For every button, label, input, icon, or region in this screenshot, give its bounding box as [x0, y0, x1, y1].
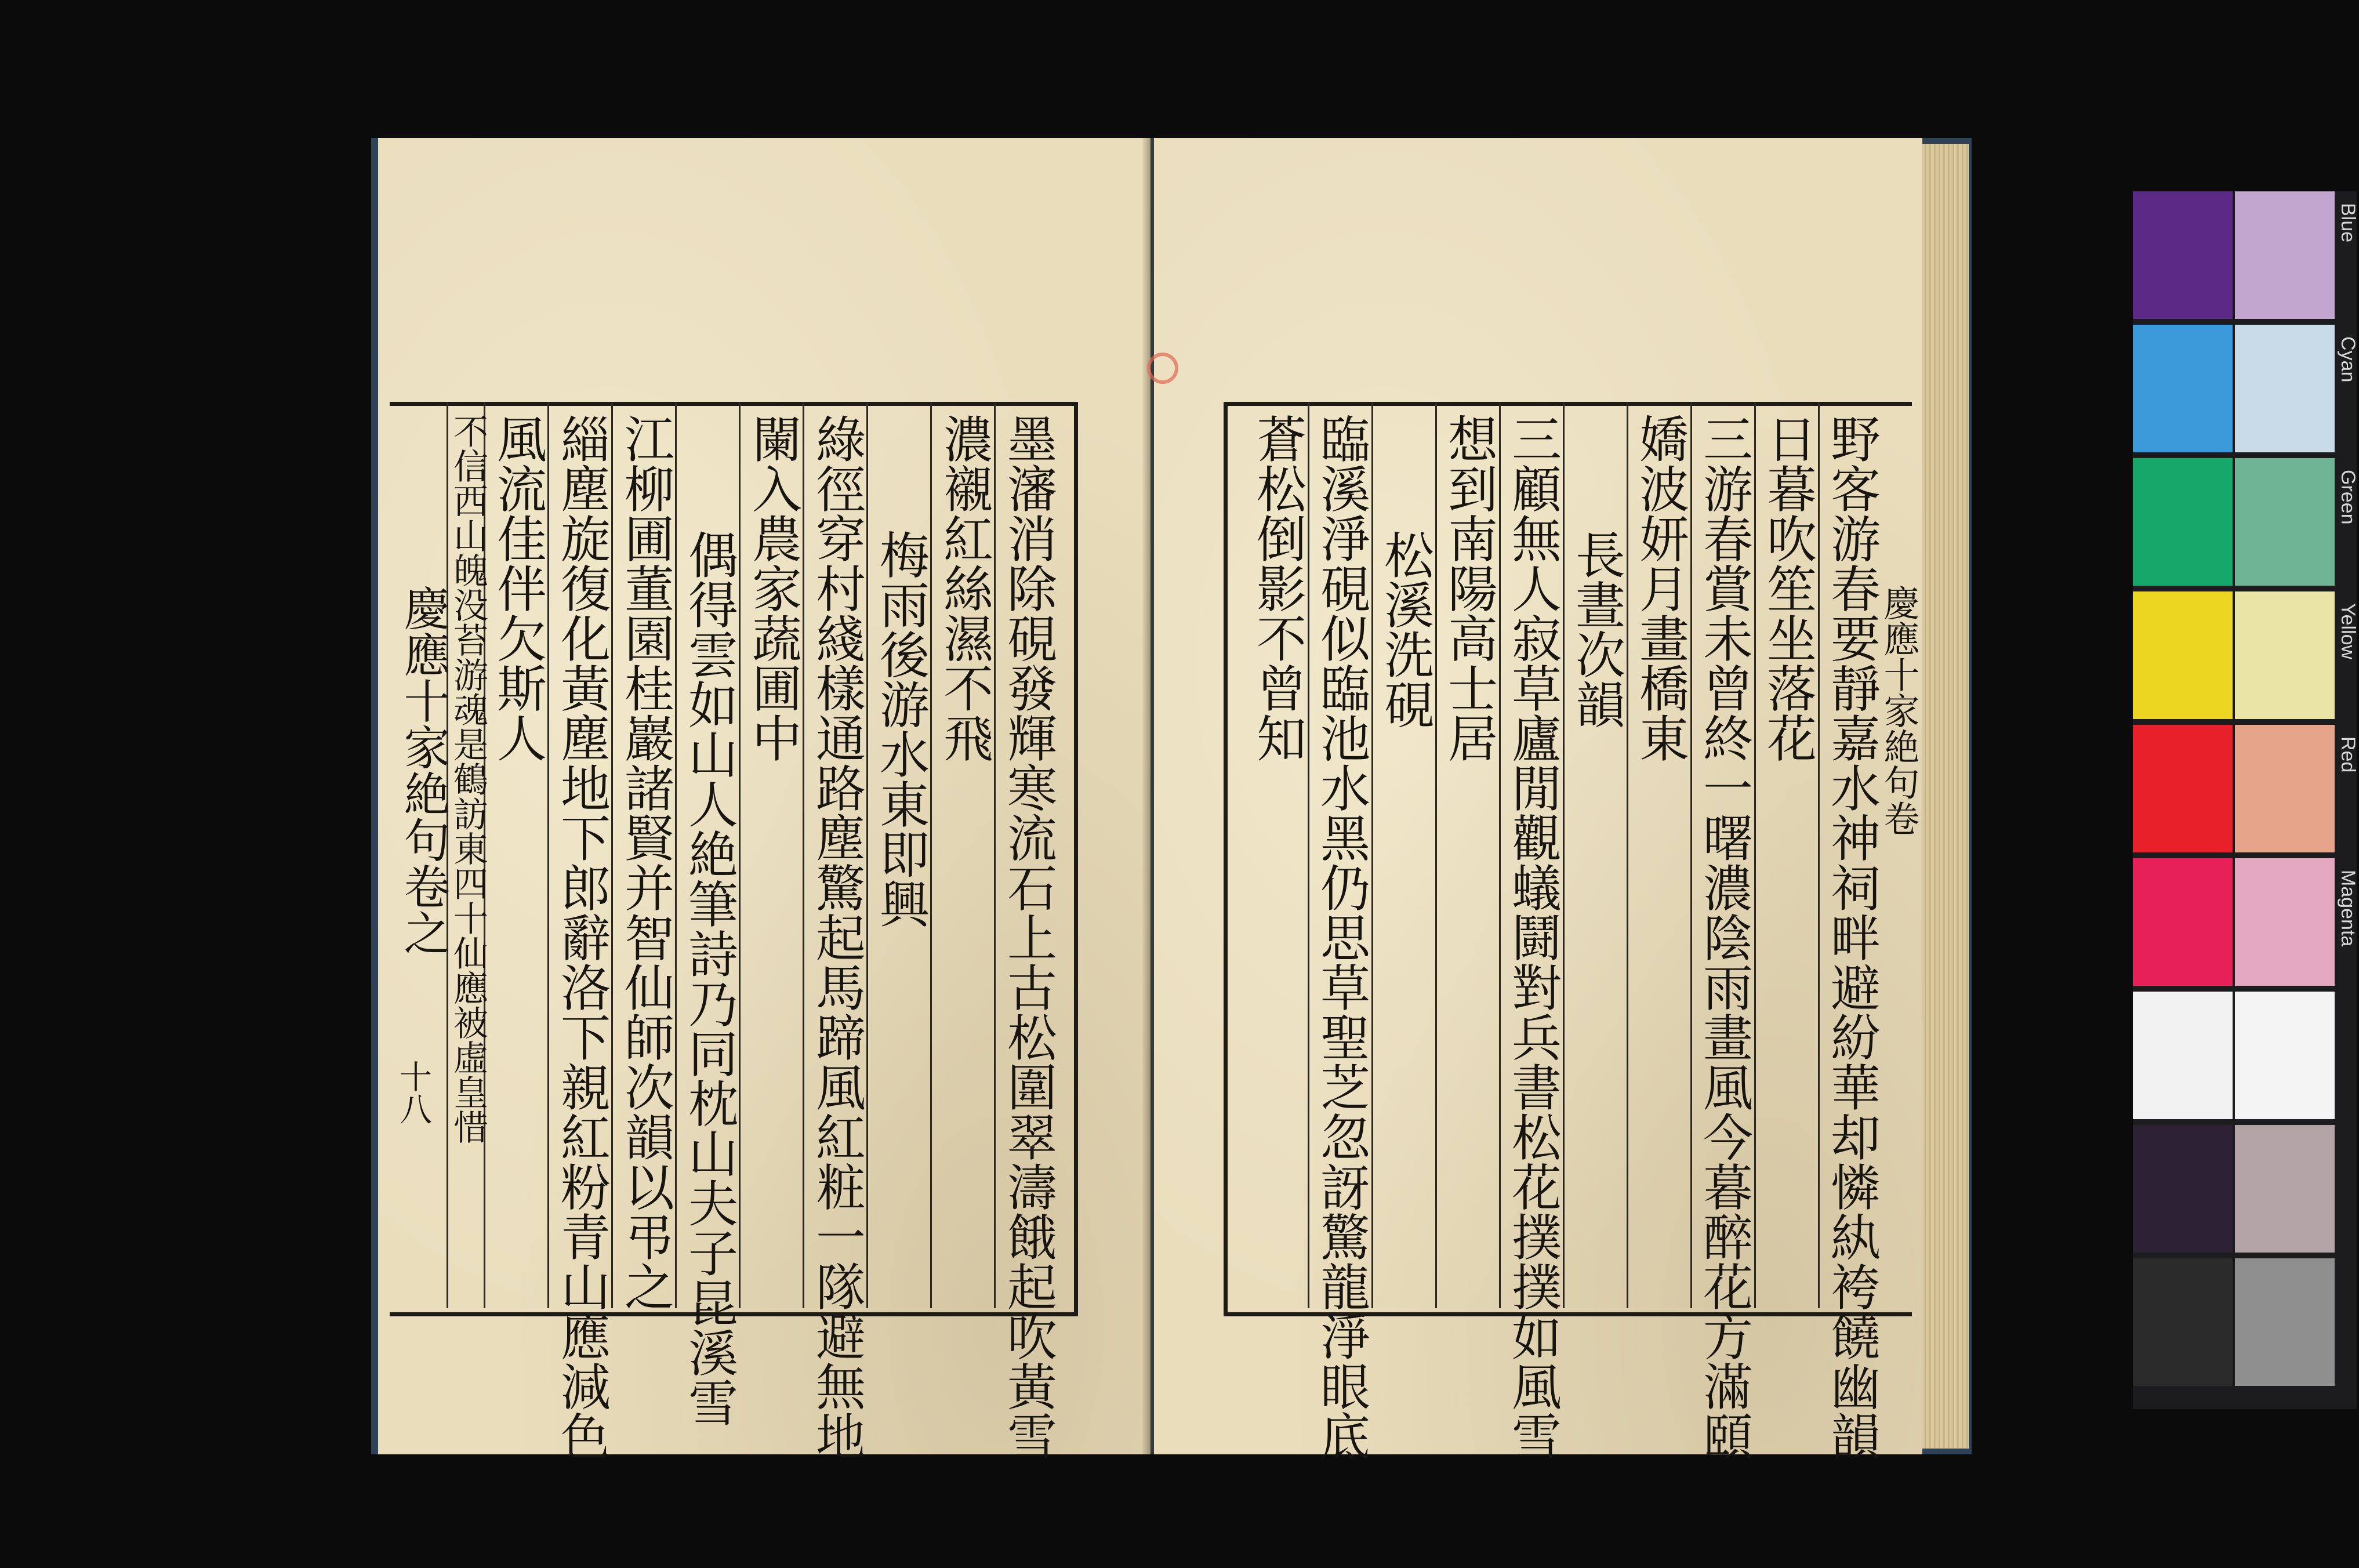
patch-right-3 [2235, 458, 2335, 586]
patch-left-1 [2133, 191, 2233, 319]
patch-right-2 [2235, 325, 2335, 452]
right-text-area [1154, 402, 1922, 1461]
patch-right-1 [2235, 191, 2335, 319]
patch-right-4 [2235, 591, 2335, 719]
right-col-6: 三顧無人寂草廬閒觀蟻鬪對兵書松花撲撲如風雪 [1503, 413, 1561, 1461]
target-label-blue: Blue [2337, 203, 2359, 243]
right-col-3: 三游春賞未曾終一曙濃陰雨畫風今暮醉花方滿頤 [1694, 413, 1752, 1461]
open-book [371, 138, 1972, 1461]
right-fishtail-title: 慶應十家絶句卷 [1878, 585, 1920, 836]
left-col-8: 緇塵旋復化黃塵地下郎辭洛下親紅粉青山應減色 [552, 413, 610, 1461]
patch-right-8 [2235, 1125, 2335, 1253]
patch-left-9 [2133, 1258, 2233, 1386]
left-col-4: 綠徑穿村綫樣通路塵驚起馬蹄風紅粧一隊避無地 [807, 413, 865, 1461]
right-col-5: 長晝次韻 [1567, 529, 1625, 729]
target-label-red: Red [2337, 736, 2359, 773]
patch-left-7 [2133, 992, 2233, 1119]
right-col-2: 日暮吹笙坐落花 [1758, 413, 1816, 763]
left-col-5: 闌入農家蔬圃中 [743, 413, 801, 763]
left-col-3: 梅雨後游水東即興 [871, 529, 929, 928]
left-text-area [378, 402, 1151, 1461]
left-col-2: 濃襯紅絲濕不飛 [935, 413, 993, 763]
right-col-9: 臨溪淨硯似臨池水黑仍思草聖芝忽訝驚龍淨眼底 [1312, 413, 1370, 1461]
target-label-cyan: Cyan [2337, 336, 2359, 383]
right-col-7: 想到南陽高士居 [1439, 413, 1497, 763]
right-col-4: 嬌波妍月畫橋東 [1631, 413, 1689, 763]
target-label-magenta: Magenta [2337, 870, 2359, 947]
patch-right-6 [2235, 858, 2335, 986]
patch-left-6 [2133, 858, 2233, 986]
patch-left-3 [2133, 458, 2233, 586]
red-seal-mark [1147, 353, 1178, 384]
target-label-yellow: Yellow [2337, 603, 2359, 660]
color-calibration-target [2133, 191, 2357, 1409]
left-col-9: 風流佳伴欠斯人 [488, 413, 546, 763]
right-page [1154, 138, 1922, 1461]
patch-right-9 [2235, 1258, 2335, 1386]
patch-left-4 [2133, 591, 2233, 719]
patch-right-7 [2235, 992, 2335, 1119]
left-col-10: 不信西山魄没苔游魂是鶴訪東四十仙應被虛皇惜 [448, 413, 488, 1144]
patch-left-2 [2133, 325, 2233, 452]
left-col-6: 偶得雲如山人絶筆詩乃同枕山夫子昆溪雪 [680, 529, 738, 1427]
patch-left-8 [2133, 1125, 2233, 1253]
page-edges [1922, 144, 1969, 1449]
right-col-10: 蒼松倒影不曾知 [1248, 413, 1306, 763]
left-page-number: 十八 [394, 1060, 432, 1125]
right-col-8: 松溪洗硯 [1376, 529, 1433, 729]
left-col-7: 江柳圃董園桂巖諸賢并智仙師次韻以弔之 [616, 413, 674, 1311]
left-col-1: 墨瀋消除硯發輝寒流石上古松圍翠濤餓起吹黃雪 [999, 413, 1057, 1461]
patch-right-5 [2235, 725, 2335, 852]
right-col-1: 野客游春要靜嘉水神祠畔避紛華却憐紈袴饒幽韻 [1822, 413, 1880, 1461]
patch-left-5 [2133, 725, 2233, 852]
left-page [378, 138, 1151, 1461]
left-fishtail-title: 慶應十家絶句卷之 [396, 585, 450, 956]
target-label-green: Green [2337, 470, 2359, 525]
